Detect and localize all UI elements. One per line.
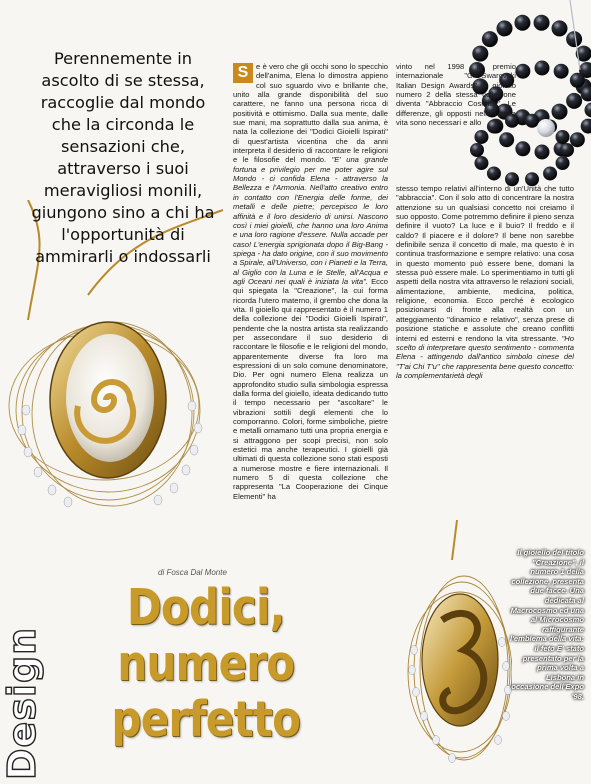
article-column-2: [396, 62, 516, 182]
fetus-pendant-image: [402, 520, 512, 784]
black-pearl: [566, 31, 582, 47]
black-pearl: [554, 64, 569, 79]
white-pearl: [182, 465, 190, 475]
headline: [94, 580, 318, 748]
black-pearl: [497, 20, 513, 36]
black-pearl: [552, 104, 568, 120]
black-pearl: [535, 61, 550, 76]
white-pearl: [34, 467, 42, 477]
white-pearl: [413, 688, 420, 697]
black-pearl: [556, 130, 570, 144]
black-pearl: [534, 15, 550, 31]
headline-line: perfetto: [111, 691, 301, 748]
black-pearl: [525, 114, 539, 128]
white-pearl: [190, 445, 198, 455]
white-pearl: [64, 497, 72, 507]
drop-cap: S: [233, 63, 253, 83]
article-text: e è vero che gli occhi sono lo specchio dell'anima, Elena lo dimostra appieno col suo sguardo vivo e brillante che, unito alla grande disponibilità del suo carattere, ne fanno una persona ricca di positività e ottimismo. Dalla sua mente, dalle sue mani, ma soprattutto dalla sua anima, è nata la collezione dei "Dodici Gioielli Ispirati" di quest'artista vicentina che da anni interpreta il desiderio di raccontare le religioni e le filosofie del mondo. "E' una grande fortuna e privilegio per me poter agire sul Mondo - ci confida Elena - attraverso la Bellezza e l'Armonia. Nell'atto creativo entro in contatto con l'Energia delle forme, dei metalli e delle pietre; percepisco le loro affinità e il loro desiderio di unirsi. Nascono così i miei gioielli, che hanno una loro Anima e una loro ragione d'essere. Nulla accade per caso! L'energia sprigionata dopo il Big-Bang - spiega - ha dato origine, con il suo movimento a Spirale, all'Universo, con i Pianeti e la Terra, al Giglio con la Luna e le Stelle, all'Acqua e agli Oceani nei quali è iniziata la vita". Ecco qui spiegata la "Creazione", la cui forma ricorda l'utero materno, il grembo che dona la vita. Il gioiello qui rappresentato è il numero 1 della collezione dei "Dodici Gioielli Ispirati", pendente che la nostra artista sta realizzando per assecondare il suo desiderio di raccontare le filosofie e le religioni del mondo, apparentemente diverse fra loro ma espressioni di un solo comune denominatore, Dio. Per ogni numero Elena realizza un approfondito studio sulla simbologia espressa dalla forma del gioiello, ideata dedicando tutto il tempo necessario per "ascoltare" le vibrazioni sottili degli elementi che lo comporranno. Colori, forme simboliche, pietre e metalli ornamano tutti una propria energia e si attraggono per scopi precisi, non solo estetici ma anche terapeutici. I gioielli già ultimati di questa collezione sono stati esposti a numerose mostre e fiere internazionali. Il numero 5 di questa collezione che rappresenta "La Cooperazione dei Cinque Elementi" ha: [233, 62, 388, 501]
black-pearl: [570, 73, 585, 88]
black-pearl: [514, 15, 530, 31]
black-pearl: [543, 166, 557, 180]
white-pearl: [188, 401, 196, 411]
white-pearl: [449, 754, 456, 763]
white-pearl: [194, 423, 202, 433]
white-pearl: [170, 483, 178, 493]
intro-pull-quote: Perennemente in ascolto di se stessa, raccoglie dal mondo che la circonda le sensazioni che, attraverso i suoi meravigliosi monili, giungono sino a chi ha l'opportunità di ammirarli o indossarli: [31, 49, 215, 266]
white-pearl: [433, 736, 440, 745]
white-pearl: [495, 736, 502, 745]
headline-line: Dodici,: [126, 579, 285, 636]
black-pearl: [570, 132, 585, 147]
article-column-1: [233, 62, 388, 560]
black-pearl: [472, 46, 488, 62]
black-pearl: [515, 64, 530, 79]
article-text: stesso tempo relativi all'interno di un'Unità che tutto "abbraccia". Con il solo atto di concentrare la nostra attenzione su un qualsiasi concetto noi creiamo il suo opposto. Come potremmo definire il pieno senza definire il vuoto? La luce e il buio? Il freddo e il caldo? Il piacere e il dolore? Il bene non sarebbe definibile senza il concetto di male, ma questo è in continua trasformazione e sempre relativo: una cosa in questo momento può essere bene, domani la stessa può essere male. Lo sperimentiamo in tutti gli aspetti della nostra vita attraverso le relazioni sociali, alimentazione, ambiente, medicina, politica, religione, economia. Ecco perché è ecologico posizionarsi di fronte alla realtà con un atteggiamento "dinamico e relativo", senza prese di posizione statiche e assolute che creano conflitti interni ed esterni e rendono la vita stressante. "Ho scelto di interpretare questo sentimento - commenta Elena - attingendo dall'antico simbolo cinese del "T'ai Chi T'u" che rappresenta bene questo concetto: la complementarietà degli: [396, 184, 574, 380]
white-pearl: [24, 447, 32, 457]
white-pearl: [22, 405, 30, 415]
white-pearl: [48, 485, 56, 495]
black-pearl: [581, 119, 591, 134]
white-pearl: [499, 638, 506, 647]
black-pearl: [535, 145, 550, 160]
black-pearl: [585, 103, 591, 118]
black-pearl: [560, 143, 574, 157]
white-pearl: [411, 646, 418, 655]
article-text: vinto nel 1998 il premio internazionale "Gia-Swarovski Italian Design Awards". Il gioiello numero 2 della stessa collezione diventa "Abbraccio Cosmico". Le differenze, gli opposti nella nostra vita sono necessari e allo: [396, 62, 516, 128]
photo-caption: Il gioiello del titolo "Creazione", il numero 1 della collezione, presenta due facce. Una dedicata al Macrocosmo ed una al Microcosmo raffigurante l'emblema della vita: il feto E' stato presentato per la prima volta a Lisbona in occasione dell'Expo '98.: [510, 548, 584, 701]
black-pearl: [552, 20, 568, 36]
black-pearl: [556, 156, 570, 170]
white-pearl: [421, 712, 428, 721]
section-label: Design: [0, 626, 44, 780]
black-pearl: [515, 141, 530, 156]
article-column-3: [396, 184, 574, 478]
white-pearl: [18, 425, 26, 435]
byline: di Fosca Dal Monte: [158, 568, 227, 577]
white-pearl: [154, 495, 162, 505]
white-pearl: [409, 666, 416, 675]
black-pearl: [566, 93, 582, 109]
black-pearl: [482, 31, 498, 47]
headline-line: numero: [117, 635, 295, 692]
white-pearl: [503, 712, 510, 721]
